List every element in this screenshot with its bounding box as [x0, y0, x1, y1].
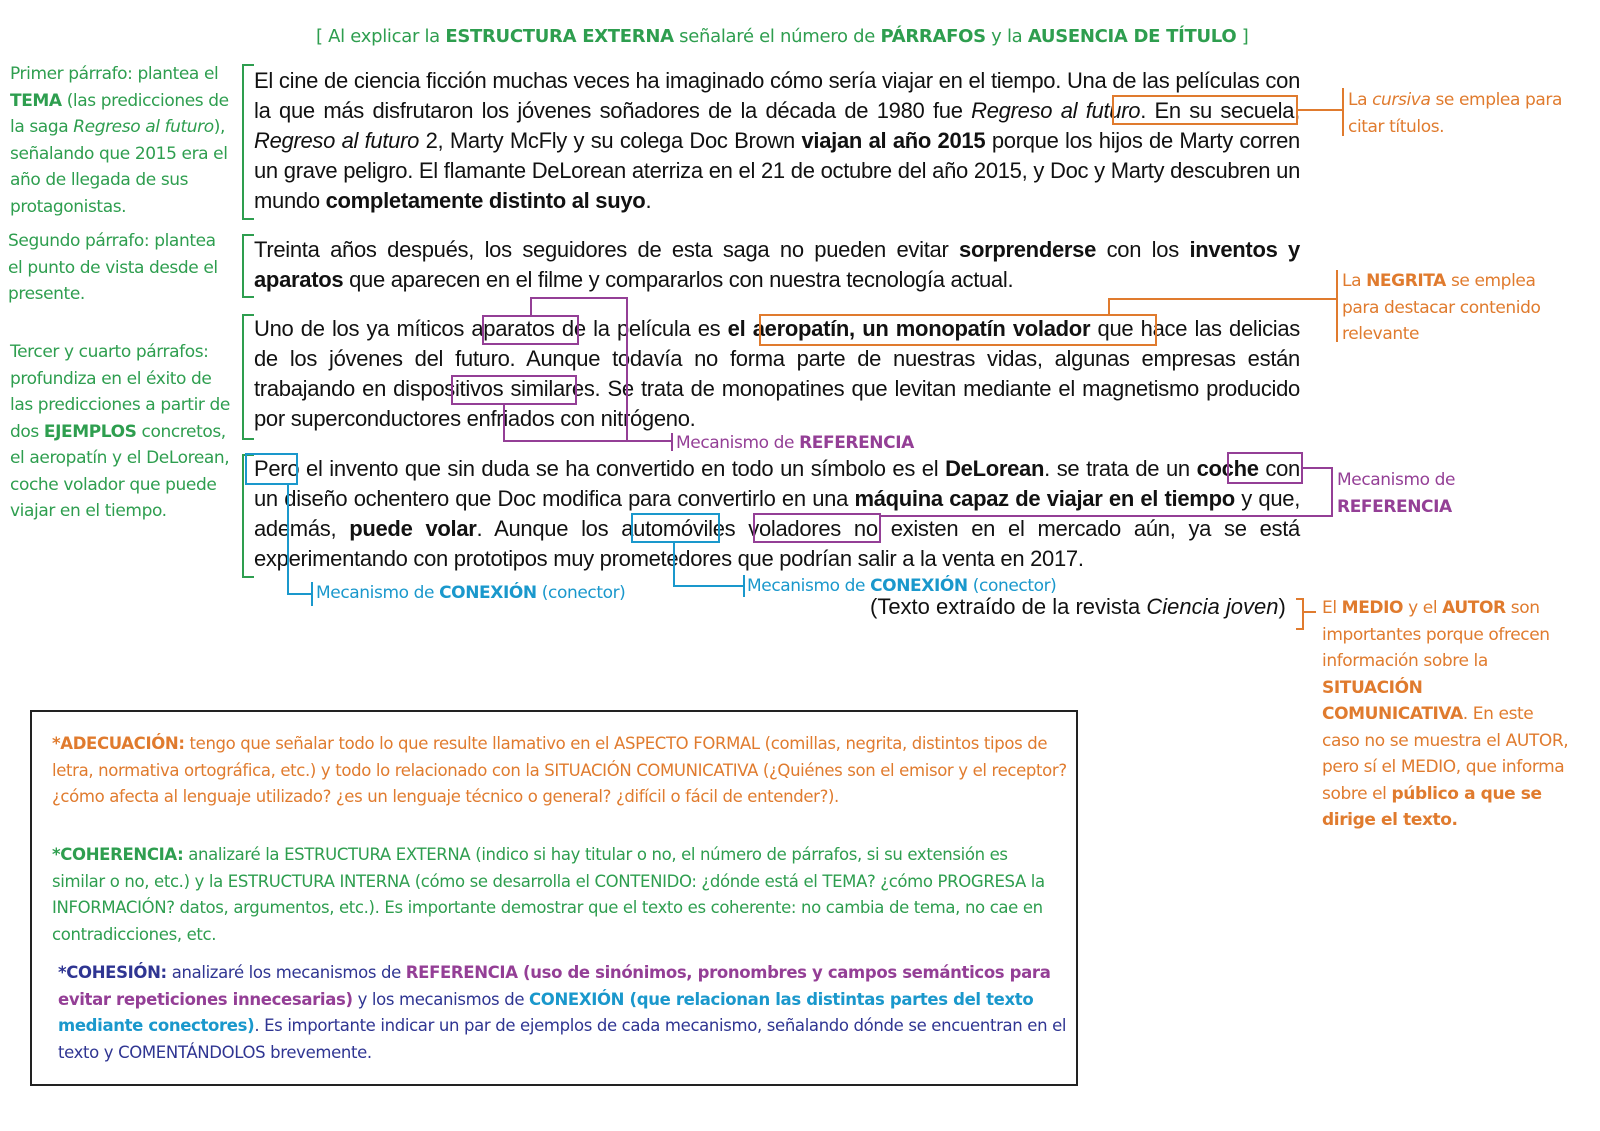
- aunque-connector-line: [673, 585, 743, 587]
- paragraph-2-bracket: [242, 234, 254, 298]
- source-connector-line: [1304, 611, 1316, 613]
- conexion-label-bar-2: [743, 575, 745, 597]
- negrita-connector-line: [1108, 298, 1336, 300]
- paragraph-2: Treinta años después, los seguidores de esta saga no pueden evitar sorprenderse con los inventos y aparatos que aparecen en el filme y compararlos con nuestra tecnología actual.: [254, 237, 1300, 292]
- source-bracket: [1296, 598, 1304, 630]
- aunque-connector-box: [631, 513, 720, 543]
- aparatos-connector-drop: [626, 297, 628, 442]
- paragraph-1-bracket: [242, 64, 254, 220]
- connector-word-pero: Pero: [254, 456, 300, 481]
- reference-word-dispositivos: dispositivos: [393, 376, 504, 401]
- aparatos-reference-box: [482, 315, 579, 345]
- reference-word-aparatos: aparatos: [471, 316, 555, 341]
- pero-connector-drop: [287, 485, 289, 593]
- connector-word-aunque: Aunque: [494, 516, 569, 541]
- paragraph-3: Uno de los ya míticos aparatos de la película es el aeropatín, un monopatín volador que hace las delicias de los jóvenes del futuro. Aunque todavía no forma parte de nuestras vidas, algunas empresas están trabajando en dispositivos similares. Se trata de monopatines que levitan mediante el magnetismo producido por superconductores enfriados con nitrógeno.: [254, 316, 1300, 431]
- pero-connector-box: [245, 453, 298, 485]
- reference-word-coche: coche: [1196, 456, 1259, 481]
- bold-phrase-highlight: [759, 314, 1157, 346]
- right-note-negrita: La NEGRITA se emplea para destacar contenido relevante: [1342, 271, 1541, 344]
- connection-label-1: Mecanismo de CONEXIÓN (conector): [316, 583, 626, 603]
- automoviles-connector-line: [881, 515, 1333, 517]
- aparatos-connector-top: [530, 297, 628, 299]
- aunque-connector-drop: [673, 543, 675, 586]
- legend-coherencia: *COHERENCIA: analizaré la ESTRUCTURA EXTERNA (indico si hay titular o no, el número de párrafos, si su extensión es similar o no, etc.) y la ESTRUCTURA INTERNA (cómo se desarrolla el CONTENIDO: ¿dónde está el TEMA? ¿cómo PROGRESA la INFORMACIÓN? datos, argumentos, etc.). Es importante demostrar que el texto es coherente: no cambia de tema, no cae en contradicciones, etc.: [52, 845, 1045, 944]
- italic-title-highlight: [1112, 95, 1298, 125]
- paragraph-3-bracket: [242, 314, 254, 440]
- aparatos-connector-stem: [530, 297, 532, 315]
- paragraph-4: Pero el invento que sin duda se ha convertido en todo un símbolo es el DeLorean. se trata de un coche con un diseño ochentero que Doc modifica para convertirlo en una máquina capaz de viajar en el tiempo y que, además, puede volar. Aunque los automóviles voladores no existen en el mercado aún, ya se está experimentando con prototipos muy prometedores que podrían salir a la venta en 2017.: [254, 456, 1301, 571]
- coche-reference-box: [1227, 452, 1303, 484]
- legend-box: [30, 710, 1078, 1086]
- connection-label-2: Mecanismo de CONEXIÓN (conector): [747, 576, 1057, 596]
- reference-label-bar: [671, 433, 673, 451]
- left-note-paragraph-1: Primer párrafo: plantea el TEMA (las predicciones de la saga Regreso al futuro), señalando que 2015 era el año de llegada de sus protagonistas.: [10, 64, 229, 217]
- legend-cohesion: *COHESIÓN: analizaré los mecanismos de REFERENCIA (uso de sinónimos, pronombres y campos semánticos para evitar repeticiones innecesarias) y los mecanismos de CONEXIÓN (que relacionan las distintas partes del texto mediante conectores). Es importante indicar un par de ejemplos de cada mecanismo, señalando dónde se encuentran en el texto y COMENTÁNDOLOS brevemente.: [58, 963, 1067, 1062]
- left-note-paragraphs-3-4: Tercer y cuarto párrafos: profundiza en el éxito de las predicciones a partir de dos EJEMPLOS concretos, el aeropatín y el DeLorean, coche volador que puede viajar en el tiempo.: [10, 342, 230, 521]
- automoviles-reference-box: [753, 513, 881, 543]
- legend-adecuacion: *ADECUACIÓN: tengo que señalar todo lo que resulte llamativo en el ASPECTO FORMAL (comillas, negrita, distintos tipos de letra, normativa ortográfica, etc.) y todo lo relacionado con la SITUACIÓN COMUNICATIVA (¿Quiénes son el emisor y el receptor? ¿cómo afecta al lenguaje utilizado? ¿es un lenguaje técnico o general? ¿difícil o fácil de entender?).: [52, 734, 1067, 806]
- reference-word-automoviles: automóviles: [621, 516, 736, 541]
- pero-connector-line: [287, 593, 311, 595]
- dispositivos-connector-stem: [503, 405, 505, 442]
- negrita-connector-bar: [1336, 270, 1338, 342]
- right-note-cursiva: La cursiva se emplea para citar títulos.: [1348, 90, 1563, 137]
- header-note: [ Al explicar la ESTRUCTURA EXTERNA señalaré el número de PÁRRAFOS y la AUSENCIA DE TÍTULO ]: [316, 26, 1249, 47]
- reference-connector-bottom: [503, 440, 671, 442]
- conexion-label-bar-1: [311, 582, 313, 606]
- source-citation: (Texto extraído de la revista Ciencia joven): [870, 594, 1286, 619]
- dispositivos-reference-box: [451, 375, 577, 405]
- cursiva-connector-bar: [1342, 88, 1344, 136]
- reference-label-1: Mecanismo de REFERENCIA: [676, 433, 914, 453]
- paragraph-1: El cine de ciencia ficción muchas veces ha imaginado cómo sería viajar en el tiempo. Una de las películas con la que más disfrutaron los jóvenes soñadores de la década de 1980 fue Regreso al futuro. En su secuela, Regreso al futuro 2, Marty McFly y su colega Doc Brown viajan al año 2015 porque los hijos de Marty corren un grave peligro. El flamante DeLorean aterriza en el 21 de octubre del año 2015, y Doc y Marty descubren un mundo completamente distinto al suyo.: [254, 68, 1300, 213]
- left-note-paragraph-2: Segundo párrafo: plantea el punto de vista desde el presente.: [8, 231, 218, 304]
- coche-connector-line: [1303, 467, 1333, 469]
- reference-label-2: Mecanismo de REFERENCIA: [1337, 470, 1456, 517]
- negrita-connector-stem: [1108, 298, 1110, 314]
- coche-connector-drop: [1331, 467, 1333, 517]
- cursiva-connector-line: [1298, 109, 1342, 111]
- right-note-medio-autor: El MEDIO y el AUTOR son importantes porque ofrecen información sobre la SITUACIÓN COMUNICATIVA. En este caso no se muestra el AUTOR, pero sí el MEDIO, que informa sobre el público a que se dirige el texto.: [1322, 598, 1569, 830]
